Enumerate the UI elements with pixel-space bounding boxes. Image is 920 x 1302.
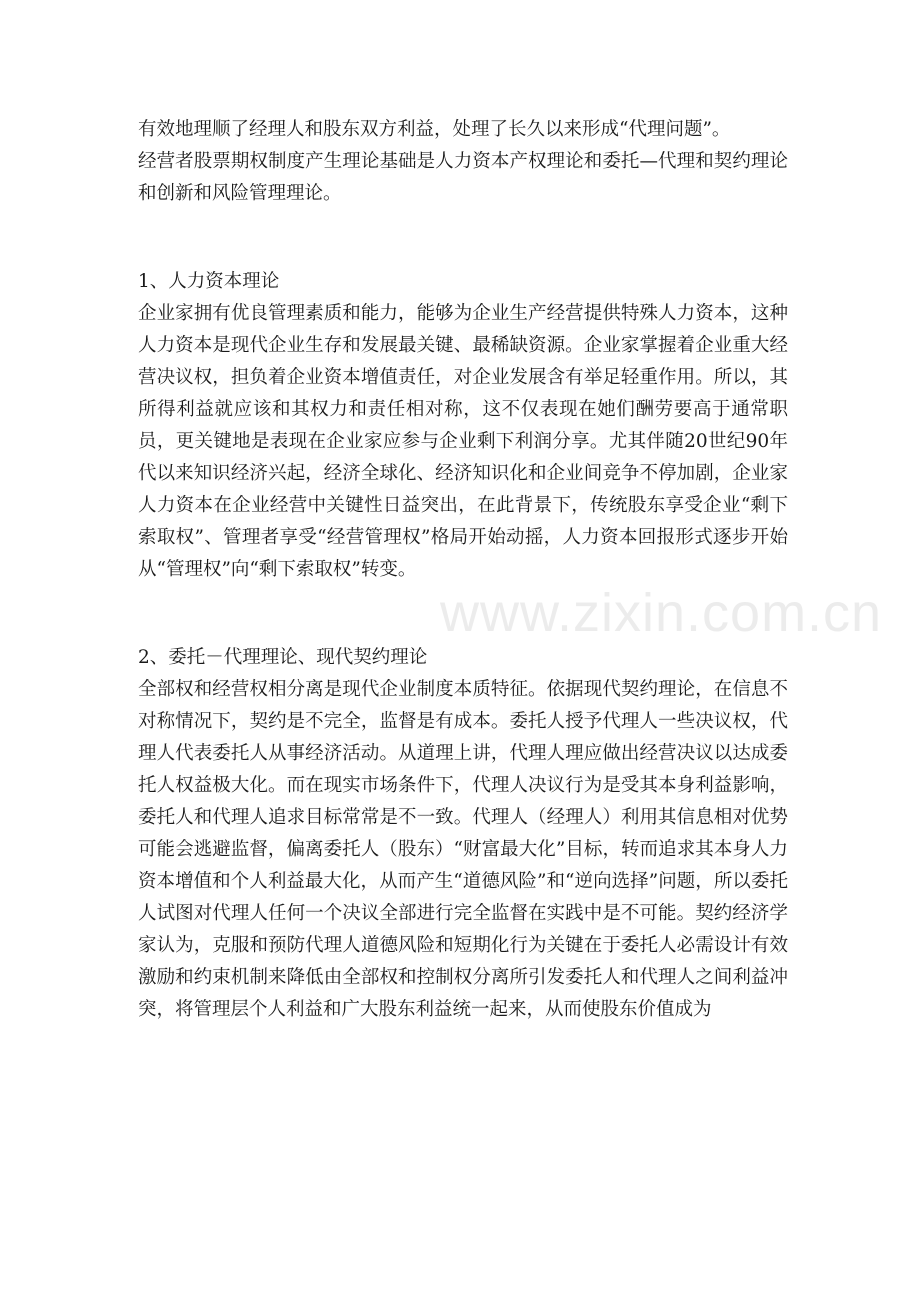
intro-paragraph: 经营者股票期权制度产生理论基础是人力资本产权理论和委托—代理和契约理论和创新和风险管理理论。 xyxy=(138,151,788,204)
section-spacer xyxy=(138,586,788,642)
section-2-heading: 2、委托－代理理论、现代契约理论 xyxy=(138,647,428,668)
section-1-paragraph: 企业家拥有优良管理素质和能力，能够为企业生产经营提供特殊人力资本，这种人力资本是现代企业生存和发展最关键、最稀缺资源。企业家掌握着企业重大经营决议权，担负着企业资本增值责任，对企业发展含有举足轻重作用。所以，其所得利益就应该和其权力和责任相对称，这不仅表现在她们酬劳要高于通常职员，更关键地是表现在企业家应参与企业剩下利润分享。尤其伴随20世纪90年代以来知识经济兴起，经济全球化、经济知识化和企业间竞争不停加剧，企业家人力资本在企业经营中关键性日益突出，在此背景下，传统股东享受企业“剩下索取权”、管理者享受“经营管理权”格局开始动摇，人力资本回报形式逐步开始从“管理权”向“剩下索取权”转变。 xyxy=(138,303,788,580)
section-spacer xyxy=(138,210,788,266)
watermark: www.zixin.com.cn xyxy=(440,583,883,643)
intro-line: 有效地理顺了经理人和股东双方利益，处理了长久以来形成“代理问题”。 xyxy=(138,119,731,140)
section-2-paragraph: 全部权和经营权相分离是现代企业制度本质特征。依据现代契约理论，在信息不对称情况下，契约是不完全，监督是有成本。委托人授予代理人一些决议权，代理人代表委托人从事经济活动。从道理上讲，代理人理应做出经营决议以达成委托人权益极大化。而在现实市场条件下，代理人决议行为是受其本身利益影响，委托人和代理人追求目标常常是不一致。代理人（经理人）利用其信息相对优势可能会逃避监督，偏离委托人（股东）“财富最大化”目标，转而追求其本身人力资本增值和个人利益最大化，从而产生“道德风险”和“逆向选择”问题，所以委托人试图对代理人任何一个决议全部进行完全监督在实践中是不可能。契约经济学家认为，克服和预防代理人道德风险和短期化行为关键在于委托人必需设计有效激励和约束机制来降低由全部权和控制权分离所引发委托人和代理人之间利益冲突，将管理层个人利益和广大股东利益统一起来，从而使股东价值成为 xyxy=(138,679,788,1020)
document-body xyxy=(138,114,788,1026)
section-1-heading: 1、人力资本理论 xyxy=(138,271,280,292)
